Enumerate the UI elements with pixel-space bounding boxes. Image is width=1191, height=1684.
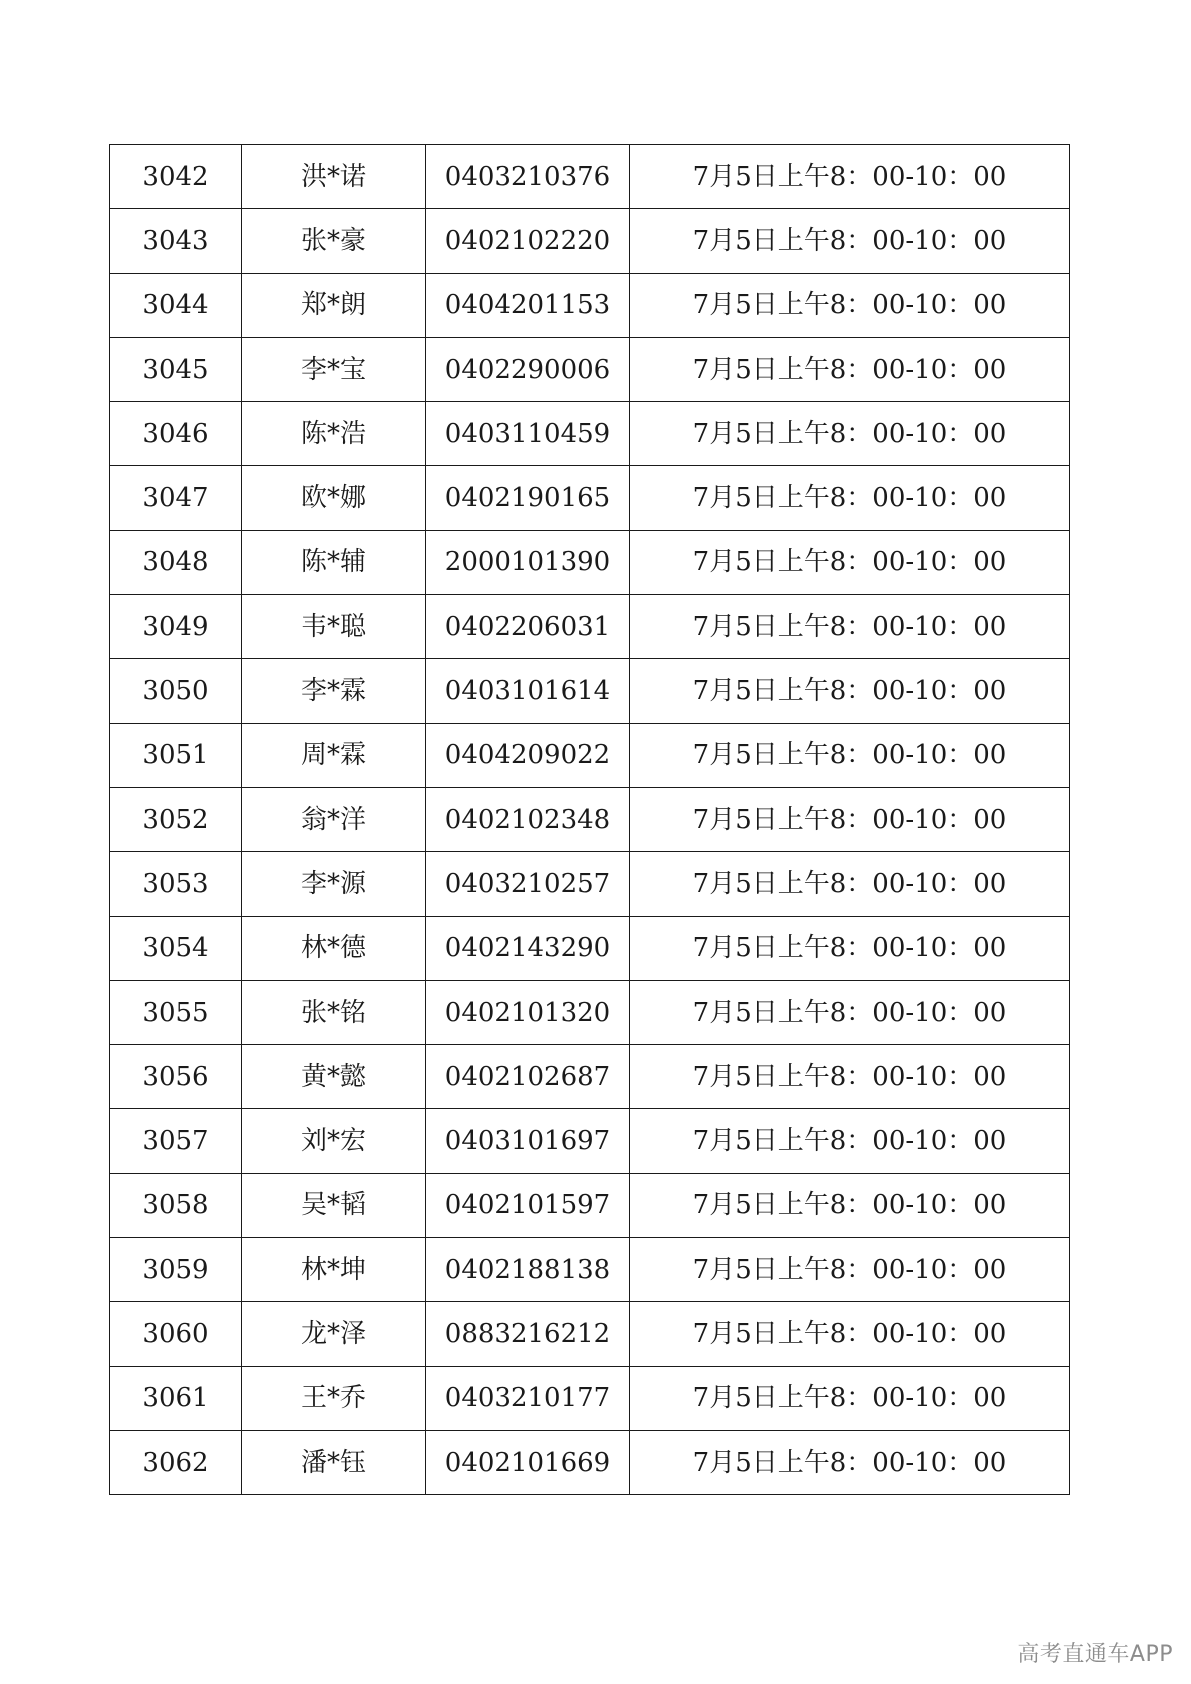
cell-name: 李*宝 [242,337,426,401]
table-row [110,466,1070,530]
cell-id-number: 0402101669 [426,1430,630,1494]
table-row [110,337,1070,401]
cell-sequence: 3052 [110,787,242,851]
cell-time-slot: 7月5日上午8：00-10：00 [630,530,1070,594]
cell-sequence: 3057 [110,1109,242,1173]
table-row [110,852,1070,916]
cell-sequence: 3050 [110,659,242,723]
cell-name: 韦*聪 [242,595,426,659]
table-row [110,659,1070,723]
cell-id-number: 0403210376 [426,145,630,209]
table-row [110,1430,1070,1494]
schedule-table [109,144,1070,1495]
table-row [110,402,1070,466]
cell-sequence: 3056 [110,1045,242,1109]
cell-name: 王*乔 [242,1366,426,1430]
table-row [110,916,1070,980]
cell-sequence: 3051 [110,723,242,787]
cell-id-number: 0403101614 [426,659,630,723]
table-row [110,530,1070,594]
cell-time-slot: 7月5日上午8：00-10：00 [630,595,1070,659]
cell-id-number: 2000101390 [426,530,630,594]
cell-sequence: 3044 [110,273,242,337]
cell-name: 张*豪 [242,209,426,273]
cell-name: 郑*朗 [242,273,426,337]
table-row [110,1238,1070,1302]
cell-time-slot: 7月5日上午8：00-10：00 [630,852,1070,916]
cell-name: 陈*浩 [242,402,426,466]
cell-name: 潘*钰 [242,1430,426,1494]
cell-sequence: 3045 [110,337,242,401]
cell-time-slot: 7月5日上午8：00-10：00 [630,1302,1070,1366]
cell-id-number: 0403210257 [426,852,630,916]
cell-id-number: 0402102687 [426,1045,630,1109]
cell-id-number: 0402190165 [426,466,630,530]
table-row [110,273,1070,337]
cell-name: 黄*懿 [242,1045,426,1109]
cell-time-slot: 7月5日上午8：00-10：00 [630,1045,1070,1109]
cell-sequence: 3060 [110,1302,242,1366]
cell-id-number: 0402206031 [426,595,630,659]
table-row [110,1366,1070,1430]
table-row [110,1302,1070,1366]
cell-time-slot: 7月5日上午8：00-10：00 [630,145,1070,209]
cell-name: 李*源 [242,852,426,916]
cell-time-slot: 7月5日上午8：00-10：00 [630,1109,1070,1173]
cell-time-slot: 7月5日上午8：00-10：00 [630,980,1070,1044]
cell-id-number: 0404209022 [426,723,630,787]
cell-time-slot: 7月5日上午8：00-10：00 [630,787,1070,851]
cell-time-slot: 7月5日上午8：00-10：00 [630,1173,1070,1237]
cell-name: 龙*泽 [242,1302,426,1366]
table-body [110,145,1070,1495]
cell-name: 吴*韬 [242,1173,426,1237]
cell-id-number: 0883216212 [426,1302,630,1366]
cell-time-slot: 7月5日上午8：00-10：00 [630,402,1070,466]
cell-sequence: 3042 [110,145,242,209]
cell-name: 洪*诺 [242,145,426,209]
table-row [110,145,1070,209]
cell-name: 李*霖 [242,659,426,723]
table-row [110,1045,1070,1109]
cell-name: 陈*辅 [242,530,426,594]
cell-time-slot: 7月5日上午8：00-10：00 [630,1238,1070,1302]
cell-id-number: 0404201153 [426,273,630,337]
cell-name: 张*铭 [242,980,426,1044]
cell-sequence: 3049 [110,595,242,659]
cell-time-slot: 7月5日上午8：00-10：00 [630,659,1070,723]
cell-time-slot: 7月5日上午8：00-10：00 [630,1430,1070,1494]
cell-id-number: 0403210177 [426,1366,630,1430]
cell-sequence: 3043 [110,209,242,273]
table-row [110,209,1070,273]
cell-name: 林*德 [242,916,426,980]
table-row [110,787,1070,851]
cell-id-number: 0402101597 [426,1173,630,1237]
cell-sequence: 3055 [110,980,242,1044]
cell-time-slot: 7月5日上午8：00-10：00 [630,273,1070,337]
table-row [110,1109,1070,1173]
cell-name: 欧*娜 [242,466,426,530]
table-row [110,1173,1070,1237]
cell-sequence: 3058 [110,1173,242,1237]
cell-id-number: 0403110459 [426,402,630,466]
cell-id-number: 0402101320 [426,980,630,1044]
cell-sequence: 3061 [110,1366,242,1430]
cell-id-number: 0402143290 [426,916,630,980]
cell-time-slot: 7月5日上午8：00-10：00 [630,209,1070,273]
table-row [110,723,1070,787]
table-row [110,980,1070,1044]
cell-time-slot: 7月5日上午8：00-10：00 [630,916,1070,980]
cell-id-number: 0403101697 [426,1109,630,1173]
cell-id-number: 0402102348 [426,787,630,851]
cell-id-number: 0402188138 [426,1238,630,1302]
cell-sequence: 3048 [110,530,242,594]
cell-name: 翁*洋 [242,787,426,851]
cell-name: 周*霖 [242,723,426,787]
cell-time-slot: 7月5日上午8：00-10：00 [630,1366,1070,1430]
cell-sequence: 3053 [110,852,242,916]
cell-sequence: 3047 [110,466,242,530]
cell-sequence: 3046 [110,402,242,466]
cell-time-slot: 7月5日上午8：00-10：00 [630,337,1070,401]
table-row [110,595,1070,659]
watermark-text: 高考直通车APP [1017,1642,1173,1667]
cell-id-number: 0402290006 [426,337,630,401]
cell-sequence: 3062 [110,1430,242,1494]
cell-id-number: 0402102220 [426,209,630,273]
cell-time-slot: 7月5日上午8：00-10：00 [630,466,1070,530]
cell-name: 林*坤 [242,1238,426,1302]
cell-name: 刘*宏 [242,1109,426,1173]
cell-time-slot: 7月5日上午8：00-10：00 [630,723,1070,787]
cell-sequence: 3059 [110,1238,242,1302]
cell-sequence: 3054 [110,916,242,980]
